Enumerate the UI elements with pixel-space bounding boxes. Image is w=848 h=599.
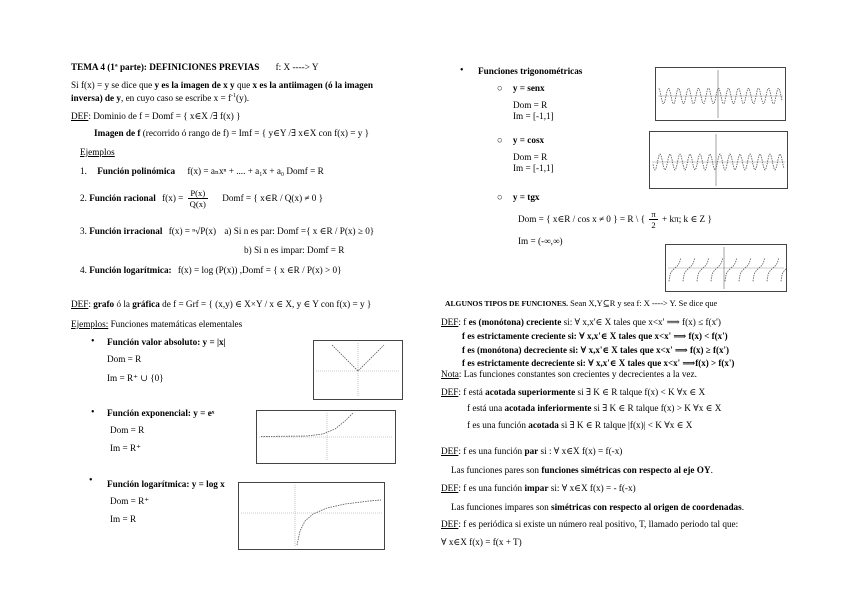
log-title: Función logarítmica: y = log x: [107, 479, 225, 489]
fraction-den: Q(x): [189, 199, 206, 210]
def-text: : f está: [458, 387, 486, 397]
def-text: si ∃ K ∈ R talque |f(x)| < K ∀x ∈ X: [558, 420, 693, 430]
example-formula: f(x) = ⁿ√P(x): [168, 226, 217, 236]
sen-title: ○ y = senx: [497, 83, 545, 93]
def-text: de f = Grf = { (x,y) ∈ X×Y / x ∈ X, y ∈ Y con f(x) = y }: [159, 299, 372, 309]
par-simetria: [451, 465, 713, 476]
fraction-den: 2: [651, 220, 656, 231]
intro-text: que: [234, 80, 253, 90]
cos-title: ○ y = cosx: [497, 135, 545, 145]
def-label: DEF: [441, 317, 459, 327]
cos-image: Im = [-1,1]: [513, 163, 554, 173]
def-acotada-inf: [467, 403, 721, 414]
example-case-b: b) Si n es impar: Domf = R: [244, 245, 345, 255]
def-impar: [441, 483, 636, 494]
def-text: si ∃ K ∈ R talque f(x) > K ∀x ∈ X: [591, 403, 722, 413]
def-label: DEF: [71, 111, 89, 121]
cos-title-text: y = cosx: [512, 135, 545, 145]
example-number: 1.: [80, 166, 87, 176]
log-image: Im = R: [110, 514, 137, 524]
example-formula: f(x) =: [162, 193, 184, 203]
trig-title: Funciones trigonométricas: [478, 66, 583, 76]
def-estrict-creciente: f es estrictamente creciente si: ∀ x,x'∈ X tales que x<x' ⟹ f(x) < f(x'): [462, 331, 728, 341]
sen-graph-svg: [656, 68, 785, 120]
tg-title: ○ y = tgx: [497, 192, 540, 202]
ejemplos-heading: Ejemplos: [80, 147, 115, 157]
def-text: .: [710, 465, 713, 475]
example-name: Función irracional: [89, 226, 163, 236]
intro-text: , en cuyo caso se escribe x = f: [121, 93, 232, 104]
exp-graph: [256, 410, 396, 464]
log-domain: Dom = R⁺: [110, 496, 150, 506]
bullet-icon: •: [89, 475, 93, 486]
def-text: : f es una función: [458, 446, 525, 456]
def-text: f está una: [467, 403, 505, 413]
example-number: 3.: [80, 226, 87, 236]
def-text: f es una función: [467, 420, 529, 430]
def-bold: acotada: [528, 420, 559, 430]
page-title: [71, 62, 318, 73]
tg-image: Im = (-∞,∞): [518, 236, 563, 246]
def-periodica: [441, 519, 738, 530]
title-text: TEMA 4 (1ª parte): DEFINICIONES PREVIAS: [71, 62, 260, 72]
example-number: 4.: [80, 265, 87, 275]
intro-sup: -1: [231, 93, 237, 99]
sen-title-text: y = senx: [512, 83, 545, 93]
abs-domain: Dom = R: [107, 354, 142, 364]
fraction: [188, 188, 208, 209]
abs-image: Im = R⁺ ∪ {0}: [107, 373, 164, 383]
sen-graph: [655, 67, 786, 121]
nota-text: : Las funciones constantes son crecientes y decrecientes a la vez.: [458, 369, 697, 379]
def-text: .: [741, 502, 745, 512]
tg-domain-text: Dom = { x∈R / cos x ≠ 0 } = R \ {: [518, 214, 646, 224]
intro-bold: y es la imagen de x y: [154, 80, 235, 90]
sen-image: Im = [-1,1]: [513, 111, 554, 121]
tg-graph: [665, 244, 787, 292]
imagen-bold: Imagen de f: [94, 128, 141, 138]
intro-line-2: [71, 91, 249, 104]
def-bold: acotada inferiormente: [504, 403, 592, 413]
def-bold: grafo: [93, 299, 115, 309]
def-grafo: [71, 299, 371, 310]
def-text: : f es periódica si existe un número real positivo, T, llamado periodo tal que:: [458, 519, 739, 529]
def-text: si: ∀ x∈X f(x) = - f(-x): [548, 483, 636, 493]
abs-graph-svg: [314, 341, 402, 399]
exp-title: Función exponencial: y = eˣ: [107, 408, 215, 418]
tg-graph-svg: [666, 245, 786, 291]
cos-graph-svg: [650, 132, 787, 188]
def-bold: simétricas con respecto al origen de coordenadas: [551, 502, 742, 512]
nota: [441, 369, 697, 380]
example-name: Función logarítmica:: [89, 265, 172, 275]
def-text: : Dominio de f = Domf = { x∈X /∃ f(x) }: [88, 111, 241, 121]
abs-graph: [313, 340, 403, 400]
def-creciente: [441, 317, 721, 328]
def-text: si: ∀ x,x'∈ X tales que x<x' ⟹ f(x) ≤ f(x'): [561, 317, 721, 327]
example-domain: Domf = { x∈R / Q(x) ≠ 0 }: [222, 193, 324, 203]
impar-simetria: [451, 502, 744, 513]
example-racional: [80, 183, 323, 213]
def-label: DEF: [441, 387, 459, 397]
def-text: Las funciones pares son: [451, 465, 542, 475]
def-bold: impar: [524, 483, 549, 493]
cos-graph: [649, 131, 788, 189]
example-formula: f(x) = aₙxⁿ + .... + a₁x + a₀ Domf = R: [187, 166, 324, 176]
intro-bold: inversa) de y: [71, 93, 122, 104]
fraction-num: π: [651, 209, 656, 220]
def-text: :: [88, 299, 94, 309]
def-estrict-decreciente: f es estrictamente decreciente si: ∀ x,x'∈ X tales que x<x' ⟹f(x) > f(x'): [462, 358, 735, 368]
log-graph-svg: [239, 483, 384, 549]
intro-bold: x es la antiimagen (ó la imagen: [252, 80, 373, 90]
tg-domain-text: + kπ; k ∈ Z }: [662, 214, 712, 224]
example-logaritmica: [80, 265, 342, 276]
tipos-text: Sean X,Y⊆R y sea f: X ----> Y. Se dice que: [568, 299, 718, 308]
def-bold: acotada superiormente: [485, 387, 576, 397]
exp-graph-svg: [257, 411, 395, 463]
fraction: [649, 209, 657, 230]
def-label: DEF: [71, 299, 89, 309]
def-decreciente: f es (monótona) decreciente si: ∀ x,x'∈ X tales que x<x' ⟹ f(x) ≥ f(x'): [462, 345, 729, 355]
def-text: : f es una función: [458, 483, 525, 493]
def-label: DEF: [441, 519, 459, 529]
tg-domain: [518, 204, 712, 234]
imagen-text: (recorrido ó rango de f) = Imf = { y∈Y /∃ x∈X con f(x) = y }: [140, 128, 370, 138]
example-name: Función racional: [89, 193, 156, 203]
intro-text: Si f(x) = y se dice que: [71, 80, 155, 90]
exp-image: Im = R⁺: [110, 443, 141, 453]
tipos-heading: [445, 298, 717, 309]
def-bold: es (monótona) creciente: [468, 317, 562, 327]
def-text: : f: [458, 317, 469, 327]
def-bold: gráfica: [132, 299, 160, 309]
def-text: si : ∀ x∈X f(x) = f(-x): [538, 446, 623, 456]
def-label: DEF: [441, 483, 459, 493]
def-imagen: [94, 128, 369, 139]
def-text: ó la: [114, 299, 133, 309]
def-label: DEF: [441, 446, 459, 456]
example-polinomica: [80, 166, 324, 177]
example-formula: f(x) = log (P(x)) ,Domf = { x ∈R / P(x) > 0}: [177, 265, 342, 275]
def-text: Las funciones impares son: [451, 502, 552, 512]
def-par: [441, 446, 622, 457]
tipos-bold: ALGUNOS TIPOS DE FUNCIONES.: [445, 299, 569, 308]
periodica-formula: ∀ x∈X f(x) = f(x + T): [441, 537, 522, 547]
def-bold: par: [524, 446, 539, 456]
def-bold: funciones simétricas con respecto al eje OY: [541, 465, 711, 475]
intro-text: (y).: [236, 93, 250, 104]
def-dominio: [71, 111, 241, 122]
sen-domain: Dom = R: [513, 100, 548, 110]
tangent-curve: [669, 259, 786, 282]
def-acotada: [467, 420, 692, 431]
bullet-icon: •: [91, 407, 95, 418]
abs-title: Función valor absoluto: y = |x|: [107, 337, 226, 347]
ejemplos-text: Funciones matemáticas elementales: [108, 319, 243, 329]
def-acotada-sup: [441, 387, 705, 398]
example-number: 2.: [80, 193, 87, 203]
example-irracional: [80, 226, 374, 237]
title-map: f: X ----> Y: [275, 62, 319, 72]
tg-title-text: y = tgx: [512, 192, 540, 202]
bullet-icon: •: [460, 65, 464, 76]
fraction-num: P(x): [188, 188, 208, 199]
example-case-a: a) Si n es par: Domf ={ x ∈R / P(x) ≥ 0}: [224, 226, 375, 236]
nota-label: Nota: [441, 369, 459, 379]
ejemplos-elementales: [71, 319, 242, 330]
example-name: Función polinómica: [97, 166, 176, 176]
exp-domain: Dom = R: [110, 425, 145, 435]
ejemplos-label: Ejemplos:: [71, 319, 109, 329]
log-graph: [238, 482, 385, 550]
def-text: si ∃ K ∈ R talque f(x) < K ∀x ∈ X: [575, 387, 706, 397]
intro-line-1: [71, 80, 373, 91]
bullet-icon: •: [91, 336, 95, 347]
cos-domain: Dom = R: [513, 152, 548, 162]
